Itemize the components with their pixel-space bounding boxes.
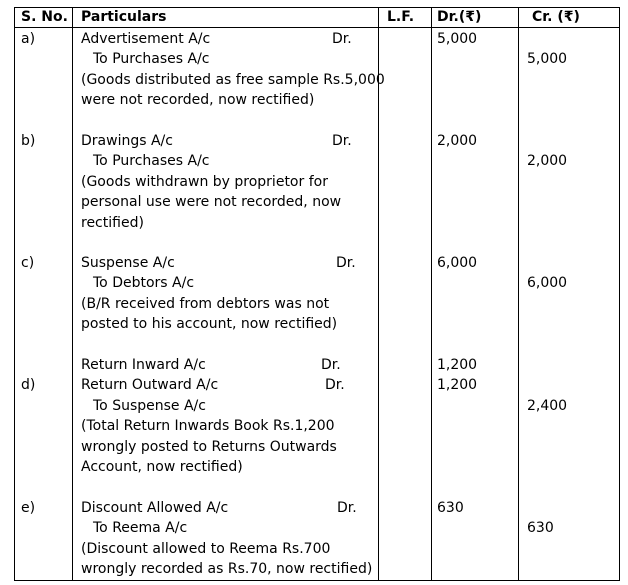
debit-amount: 1,200 <box>437 357 478 373</box>
header-sno: S. No. <box>21 9 68 25</box>
narration-line: (Goods distributed as free sample Rs.5,000 <box>81 71 385 88</box>
credit-account-line: To Purchases A/c <box>93 51 210 68</box>
dr-mark: Dr. <box>337 500 357 516</box>
column-divider <box>378 7 379 581</box>
narration-line: personal use were not recorded, now <box>81 194 342 211</box>
debit-account-line: Discount Allowed A/c <box>81 500 229 516</box>
credit-amount: 6,000 <box>527 275 568 292</box>
debit-amount: 1,200 <box>437 377 478 394</box>
narration-line: posted to his account, now rectified) <box>81 316 338 333</box>
debit-amount: 2,000 <box>437 133 478 149</box>
column-divider <box>72 7 73 581</box>
dr-mark: Dr. <box>325 377 345 394</box>
credit-account-line: To Reema A/c <box>93 520 188 537</box>
table-border-right <box>619 7 620 581</box>
credit-account-line: To Debtors A/c <box>93 275 195 292</box>
serial-number: e) <box>21 500 36 516</box>
credit-amount: 2,000 <box>527 153 568 170</box>
narration-line: wrongly posted to Returns Outwards <box>81 438 337 455</box>
journal-table <box>14 7 620 581</box>
header-lf: L.F. <box>387 9 415 25</box>
narration-line: (B/R received from debtors was not <box>81 295 330 312</box>
credit-account-line: To Purchases A/c <box>93 153 210 170</box>
header-credit: Cr. (₹) <box>532 9 580 25</box>
debit-account-line: Advertisement A/c <box>81 31 211 47</box>
debit-amount: 6,000 <box>437 255 478 271</box>
narration-line: wrongly recorded as Rs.70, now rectified) <box>81 561 373 578</box>
serial-number: d) <box>21 377 36 394</box>
narration-line: Account, now rectified) <box>81 459 243 475</box>
header-particulars: Particulars <box>81 9 167 25</box>
debit-account-line: Suspense A/c <box>81 255 175 271</box>
credit-amount: 2,400 <box>527 397 568 414</box>
table-border-bottom <box>14 580 620 581</box>
narration-line: (Discount allowed to Reema Rs.700 <box>81 540 331 557</box>
debit-amount: 5,000 <box>437 31 478 47</box>
serial-number: a) <box>21 31 36 47</box>
dr-mark: Dr. <box>321 357 341 373</box>
narration-line: (Goods withdrawn by proprietor for <box>81 173 328 190</box>
debit-account-line: Drawings A/c <box>81 133 173 149</box>
header-debit: Dr.(₹) <box>437 9 482 25</box>
dr-mark: Dr. <box>332 133 352 149</box>
column-divider <box>431 7 432 581</box>
narration-line: rectified) <box>81 214 144 231</box>
narration-line: were not recorded, now rectified) <box>81 92 315 109</box>
serial-number: c) <box>21 255 35 271</box>
header-divider <box>14 27 620 28</box>
dr-mark: Dr. <box>332 31 352 47</box>
credit-account-line: To Suspense A/c <box>93 397 206 414</box>
column-divider <box>518 7 519 581</box>
debit-amount: 630 <box>437 500 464 516</box>
serial-number: b) <box>21 133 36 149</box>
credit-amount: 630 <box>527 520 554 537</box>
narration-line: (Total Return Inwards Book Rs.1,200 <box>81 418 335 435</box>
credit-amount: 5,000 <box>527 51 568 68</box>
debit-account-line: Return Inward A/c <box>81 357 206 373</box>
debit-account-line: Return Outward A/c <box>81 377 219 394</box>
dr-mark: Dr. <box>336 255 356 271</box>
table-border-left <box>14 7 15 581</box>
